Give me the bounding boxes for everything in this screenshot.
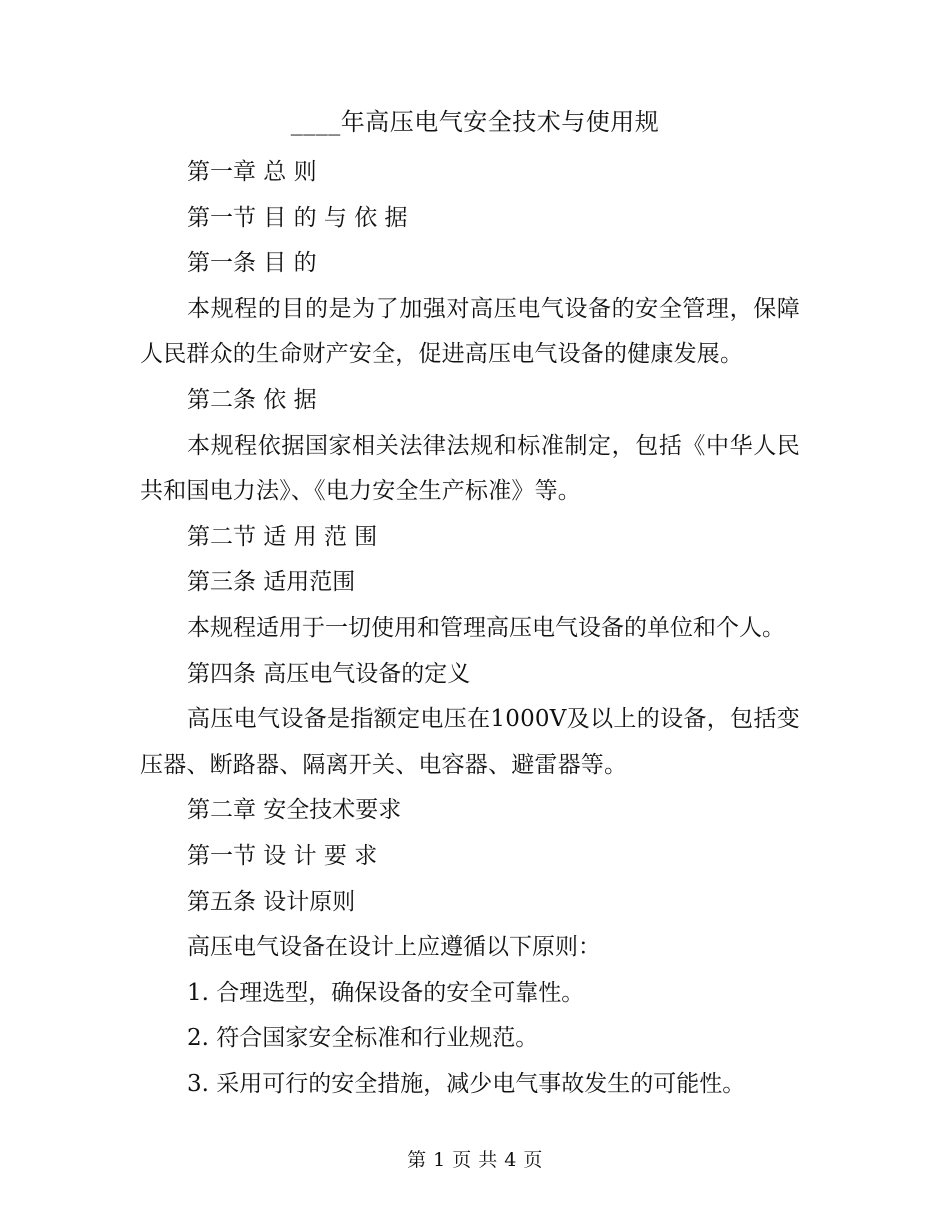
article-heading: 第四条 高压电气设备的定义 [187,660,471,687]
page-number-footer: 第 1 页 共 4 页 [407,1149,543,1171]
list-item: 3. 采用可行的安全措施，减少电气事故发生的可能性。 [187,1070,746,1097]
chapter-heading: 第二章 安全技术要求 [187,797,402,824]
section-heading: 第二节 适 用 范 围 [187,523,378,550]
paragraph: 高压电气设备是指额定电压在1000V及以上的设备，包括变压器、断路器、隔离开关、电容器、避雷器等。 [140,706,800,778]
section-heading: 第一节 设 计 要 求 [187,842,378,869]
chapter-heading: 第一章 总 则 [187,159,317,185]
document-body [140,150,800,1107]
paragraph: 本规程的目的是为了加强对高压电气设备的安全管理，保障人民群众的生命财产安全，促进高压电气设备的健康发展。 [140,295,800,368]
article-heading: 第二条 依 据 [187,386,317,413]
article-heading: 第三条 适用范围 [187,569,356,596]
paragraph: 高压电气设备在设计上应遵循以下原则： [187,934,601,961]
paragraph: 本规程依据国家相关法律法规和标准制定，包括《中华人民共和国电力法》、《电力安全生产标准》等。 [140,432,800,505]
article-heading: 第五条 设计原则 [187,888,356,915]
document-title: ____年高压电气安全技术与使用规 [290,108,660,136]
list-item: 1. 合理选型，确保设备的安全可靠性。 [187,979,585,1006]
article-heading: 第一条 目 的 [187,250,317,277]
list-item: 2. 符合国家安全标准和行业规范。 [187,1025,539,1052]
paragraph: 本规程适用于一切使用和管理高压电气设备的单位和个人。 [187,614,785,641]
section-heading: 第一节 目 的 与 依 据 [187,204,408,231]
